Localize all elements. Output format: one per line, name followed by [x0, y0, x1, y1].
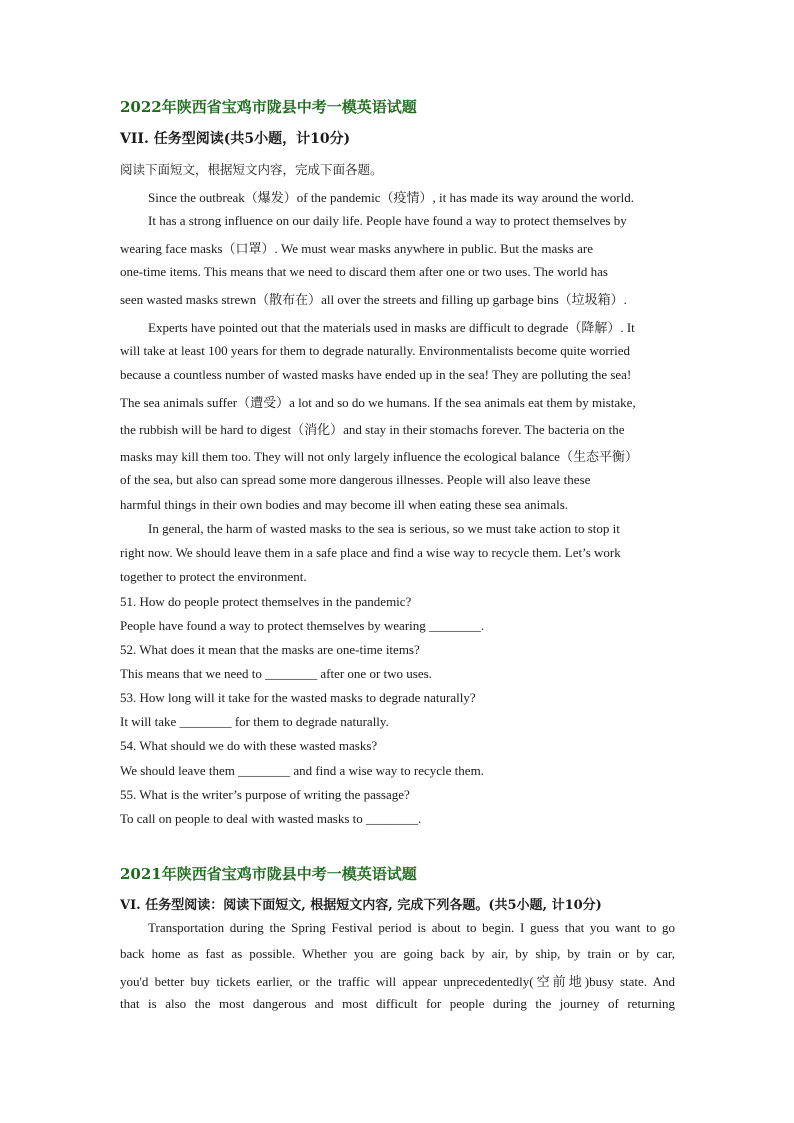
question-51: 51. How do people protect themselves in the pandemic?: [120, 594, 412, 609]
question-52: 52. What does it mean that the masks are one-time items?: [120, 642, 420, 657]
answer-prompt-54: We should leave them ________ and find a wise way to recycle them.: [120, 763, 484, 778]
passage-line: harmful things in their own bodies and may become ill when eating these sea animals.: [120, 497, 569, 512]
passage-line: wearing face masks（口罩）. We must wear masks anywhere in public. But the masks are: [120, 241, 593, 256]
passage-line: will take at least 100 years for them to degrade naturally. Environmentalists become quite worried: [120, 343, 630, 358]
passage-line: masks may kill them too. They will not only largely influence the ecological balance（生态平衡）: [120, 449, 638, 464]
passage-line: Transportation during the Spring Festival period is about to begin. I guess that you want to go: [148, 920, 675, 935]
passage-line: because a countless number of wasted masks have ended up in the sea! They are polluting the sea!: [120, 367, 632, 382]
passage-line: back home as fast as possible. Whether you are going back by air, by ship, by train or by car,: [120, 946, 675, 961]
question-55: 55. What is the writer’s purpose of writing the passage?: [120, 787, 410, 802]
passage-line: of the sea, but also can spread some more dangerous illnesses. People will also leave these: [120, 472, 591, 487]
passage-line: together to protect the environment.: [120, 569, 307, 584]
passage-line: The sea animals suffer（遭受）a lot and so do we humans. If the sea animals eat them by mistake,: [120, 395, 636, 410]
passage-line: seen wasted masks strewn（散布在）all over the streets and filling up garbage bins（垃圾箱）.: [120, 292, 627, 307]
passage-line: right now. We should leave them in a safe place and find a wise way to recycle them. Let’s work: [120, 545, 621, 560]
passage-line: you'd better buy tickets earlier, or the traffic will appear unprecedentedly(空前地)busy state. And: [120, 974, 675, 989]
answer-prompt-53: It will take ________ for them to degrade naturally.: [120, 714, 389, 729]
passage-line: Experts have pointed out that the materials used in masks are difficult to degrade（降解）. It: [148, 320, 635, 335]
section1-instruction: 阅读下面短文，根据短文内容，完成下面各题。: [120, 162, 383, 177]
passage-line: Since the outbreak（爆发）of the pandemic（疫情）, it has made its way around the world.: [148, 190, 634, 205]
passage-line: It has a strong influence on our daily life. People have found a way to protect themselves by: [148, 213, 627, 228]
answer-prompt-55: To call on people to deal with wasted masks to ________.: [120, 811, 422, 826]
section2-heading: VI. 任务型阅读：阅读下面短文, 根据短文内容, 完成下列各题。(共5小题, 计10分): [120, 898, 602, 913]
passage-line: the rubbish will be hard to digest（消化）and stay in their stomachs forever. The bacteria on the: [120, 422, 625, 437]
passage-line: that is also the most dangerous and most difficult for people during the journey of returning: [120, 996, 675, 1011]
answer-prompt-52: This means that we need to ________ after one or two uses.: [120, 666, 432, 681]
question-53: 53. How long will it take for the wasted masks to degrade naturally?: [120, 690, 476, 705]
answer-prompt-51: People have found a way to protect themselves by wearing ________.: [120, 618, 485, 633]
section1-title: 2022年陕西省宝鸡市陇县中考一模英语试题: [120, 98, 417, 116]
question-54: 54. What should we do with these wasted masks?: [120, 738, 378, 753]
section1-heading: VII. 任务型阅读(共5小题，计10分): [120, 131, 351, 147]
passage-line: In general, the harm of wasted masks to the sea is serious, so we must take action to stop it: [148, 521, 620, 536]
section2-title: 2021年陕西省宝鸡市陇县中考一模英语试题: [120, 865, 417, 883]
passage-line: one-time items. This means that we need to discard them after one or two uses. The world has: [120, 264, 608, 279]
